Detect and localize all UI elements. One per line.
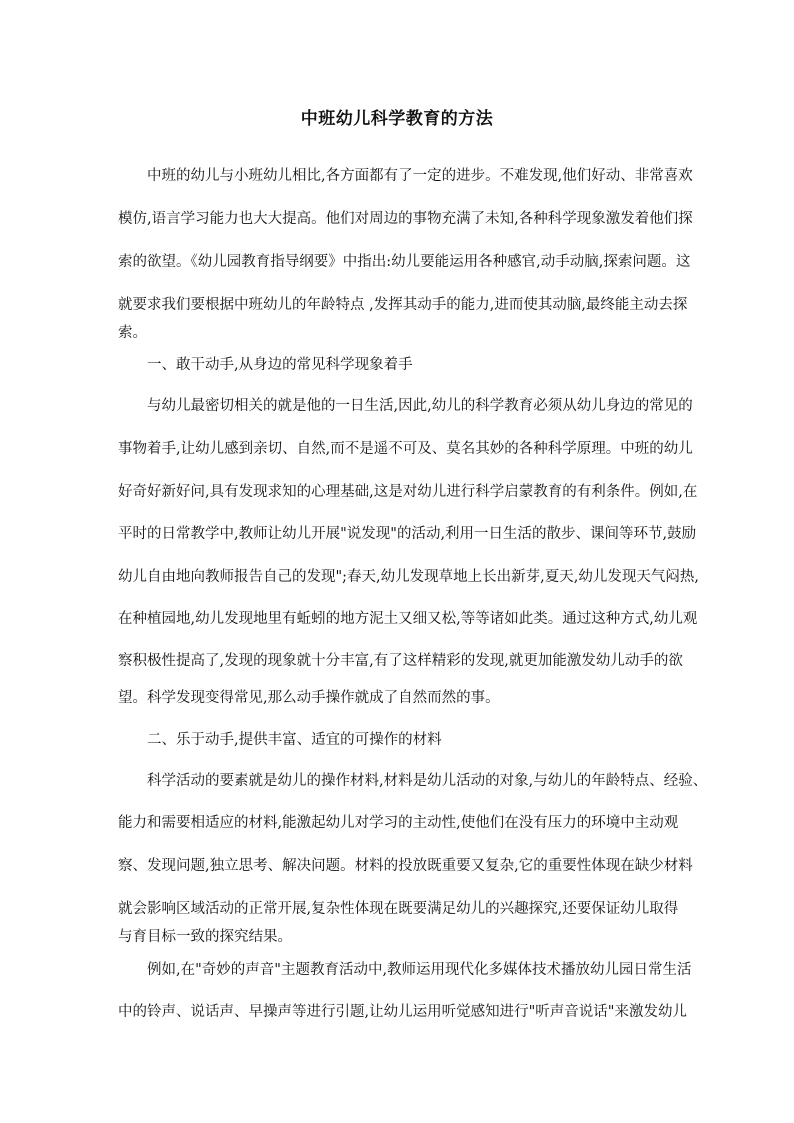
paragraph-line: 就要求我们要根据中班幼儿的年龄特点 ,发挥其动手的能力,进而使其动脑,最终能主动去探 bbox=[118, 297, 688, 313]
paragraph-line: 察积极性提高了,发现的现象就十分丰富,有了这样精彩的发现,就更加能激发幼儿动手的欲 bbox=[118, 653, 683, 669]
paragraph-line: 事物着手,让幼儿感到亲切、自然,而不是遥不可及、莫名其妙的各种科学原理。中班的幼儿 bbox=[118, 441, 693, 457]
section-heading: 一、敢干动手,从身边的常见科学现象着手 bbox=[147, 357, 413, 373]
paragraph-line: 就会影响区域活动的正常开展,复杂性体现在既要满足幼儿的兴趣探究,还要保证幼儿取得 bbox=[118, 901, 679, 917]
paragraph-line: 索的欲望。《幼儿园教育指导纲要》中指出:幼儿要能运用各种感官,动手动脑,探索问题。这 bbox=[118, 254, 691, 270]
paragraph-line: 模仿,语言学习能力也大大提高。他们对周边的事物充满了未知,各种科学现象激发着他们探 bbox=[118, 211, 693, 227]
paragraph-line: 与幼儿最密切相关的就是他的一日生活,因此,幼儿的科学教育必须从幼儿身边的常见的 bbox=[147, 398, 693, 414]
paragraph-line: 能力和需要相适应的材料,能激起幼儿对学习的主动性,使他们在没有压力的环境中主动观 bbox=[118, 815, 679, 831]
paragraph-line: 在种植园地,幼儿发现地里有蚯蚓的地方泥土又细又松,等等诸如此类。通过这种方式,幼儿观 bbox=[118, 611, 698, 627]
paragraph-line: 中班的幼儿与小班幼儿相比,各方面都有了一定的进步。不难发现,他们好动、非常喜欢 bbox=[147, 168, 693, 184]
paragraph-line: 平时的日常教学中,教师让幼儿开展"说发现"的活动,利用一日生活的散步、课间等环节,鼓励 bbox=[118, 526, 697, 542]
paragraph-line: 索。 bbox=[118, 325, 147, 341]
paragraph-line: 察、发现问题,独立思考、解决问题。材料的投放既重要又复杂,它的重要性体现在缺少材料 bbox=[118, 858, 693, 874]
document-title: 中班幼儿科学教育的方法 bbox=[300, 109, 494, 129]
paragraph-line: 好奇好新好问,具有发现求知的心理基础,这是对幼儿进行科学启蒙教育的有利条件。例如,在 bbox=[118, 484, 698, 500]
paragraph-line: 中的铃声、说话声、早操声等进行引题,让幼儿运用听觉感知进行"听声音说话"来激发幼儿 bbox=[118, 1004, 687, 1020]
paragraph-line: 例如,在"奇妙的声音"主题教育活动中,教师运用现代化多媒体技术播放幼儿园日常生活 bbox=[147, 962, 692, 978]
paragraph-line: 望。科学发现变得常见,那么动手操作就成了自然而然的事。 bbox=[118, 690, 500, 706]
paragraph-line: 幼儿自由地向教师报告自己的发现";春天,幼儿发现草地上长出新芽,夏天,幼儿发现天气闷热, bbox=[118, 569, 699, 585]
paragraph-line: 与育目标一致的探究结果。 bbox=[118, 929, 292, 945]
paragraph-line: 科学活动的要素就是幼儿的操作材料,材料是幼儿活动的对象,与幼儿的年龄特点、经验、 bbox=[147, 773, 708, 789]
section-heading: 二、乐于动手,提供丰富、适宜的可操作的材料 bbox=[147, 732, 442, 748]
